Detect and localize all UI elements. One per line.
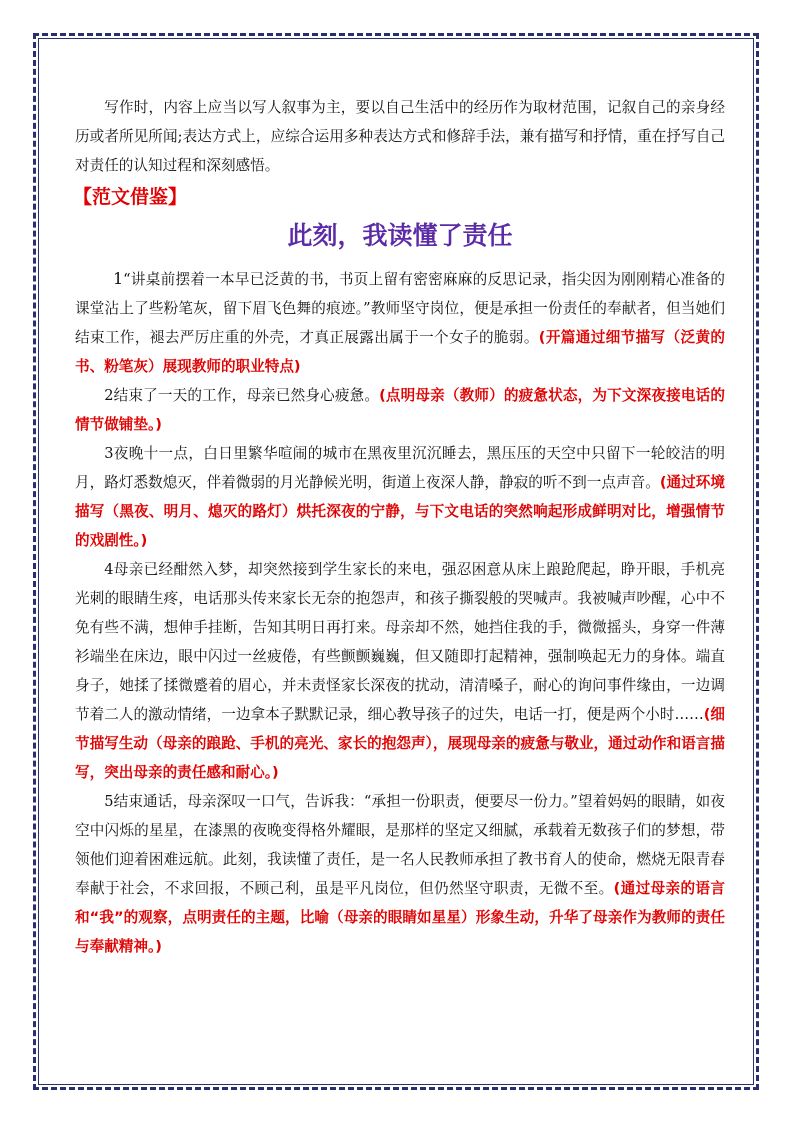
annotation: (通过环境描写（黑夜、明月、熄灭的路灯）烘托深夜的宁静，与下文电话的突然响起形成鲜明对比，增强情节的戏剧性。) — [75, 474, 725, 549]
paragraph-number: 5 — [104, 793, 114, 810]
paragraph-text: “讲桌前摆着一本早已泛黄的书，书页上留有密密麻麻的反思记录，指尖因为刚刚精心准备的课堂沾上了些粉笔灰，留下眉飞色舞的痕迹。”教师坚守岗位，便是承担一份责任的奉献者，但当她们结束工作，褪去严厉庄重的外壳，才真正展露出属于一个女子的脆弱。 — [75, 271, 725, 346]
paragraph-number: 1 — [112, 269, 124, 288]
intro-paragraph: 写作时，内容上应当以写人叙事为主，要以自己生活中的经历作为取材范围，记叙自己的亲身经历或者所见所闻;表达方式上，应综合运用多种表达方式和修辞手法，兼有描写和抒情，重在抒写自己对责任的认知过程和深刻感悟。 — [75, 99, 725, 174]
paragraph-number: 4 — [104, 561, 114, 578]
paragraph-number: 3 — [104, 445, 114, 462]
essay-paragraph-5 — [75, 787, 725, 961]
paragraph-text: 结束通话，母亲深叹一口气，告诉我：“承担一份职责，便要尽一份力。”望着妈妈的眼睛，如夜空中闪烁的星星，在漆黑的夜晚变得格外耀眼，是那样的坚定又细腻，承载着无数孩子们的梦想，带领他们迎着困难远航。此刻，我读懂了责任，是一名人民教师承担了教书育人的使命，燃烧无限青春奉献于社会，不求回报，不顾己利，虽是平凡岗位，但仍然坚守职责，无微不至。 — [75, 793, 725, 897]
annotation: (点明母亲（教师）的疲惫状态，为下文深夜接电话的情节做铺垫。) — [75, 387, 725, 433]
annotation: (开篇通过细节描写（泛黄的书、粉笔灰）展现教师的职业特点) — [75, 329, 725, 375]
section-label: 【范文借鉴】 — [73, 186, 188, 208]
annotation: (通过母亲的语言和“我”的观察，点明责任的主题，比喻（母亲的眼睛如星星）形象生动，升华了母亲作为教师的责任与奉献精神。) — [75, 880, 725, 955]
paragraph-text: 结束了一天的工作，母亲已然身心疲惫。 — [113, 387, 380, 404]
document-body — [75, 93, 725, 961]
paragraph-text: 夜晚十一点，白日里繁华喧闹的城市在黑夜里沉沉睡去，黑压压的天空中只留下一轮皎洁的明月，路灯悉数熄灭，伴着微弱的月光静候光明，街道上夜深人静，静寂的听不到一点声音。 — [75, 445, 725, 491]
essay-paragraph-2 — [75, 381, 725, 439]
essay-paragraph-1 — [75, 264, 725, 381]
essay-paragraph-3 — [75, 439, 725, 555]
essay-title: 此刻，我读懂了责任 — [287, 221, 513, 250]
annotation: (细节描写生动（母亲的踉跄、手机的亮光、家长的抱怨声），展现母亲的疲惫与敬业，通过动作和语言描写，突出母亲的责任感和耐心。) — [75, 706, 725, 781]
essay-paragraph-4 — [75, 555, 725, 787]
paragraph-number: 2 — [104, 387, 114, 404]
paragraph-text: 母亲已经酣然入梦，却突然接到学生家长的来电，强忍困意从床上踉跄爬起，睁开眼，手机亮光刺的眼睛生疼，电话那头传来家长无奈的抱怨声，和孩子撕裂般的哭喊声。我被喊声吵醒，心中不免有些不满，想伸手挂断，告知其明日再打来。母亲却不然，她挡住我的手，微微摇头，身穿一件薄衫端坐在床边，眼中闪过一丝疲倦，有些颤颤巍巍，但又随即打起精神，强制唤起无力的身体。端直身子，她揉了揉微蹙着的眉心，并未责怪家长深夜的扰动，清清嗓子，耐心的询问事件缘由，一边调节着二人的激动情绪，一边拿本子默默记录，细心教导孩子的过失，电话一打，便是两个小时…… — [75, 561, 725, 723]
